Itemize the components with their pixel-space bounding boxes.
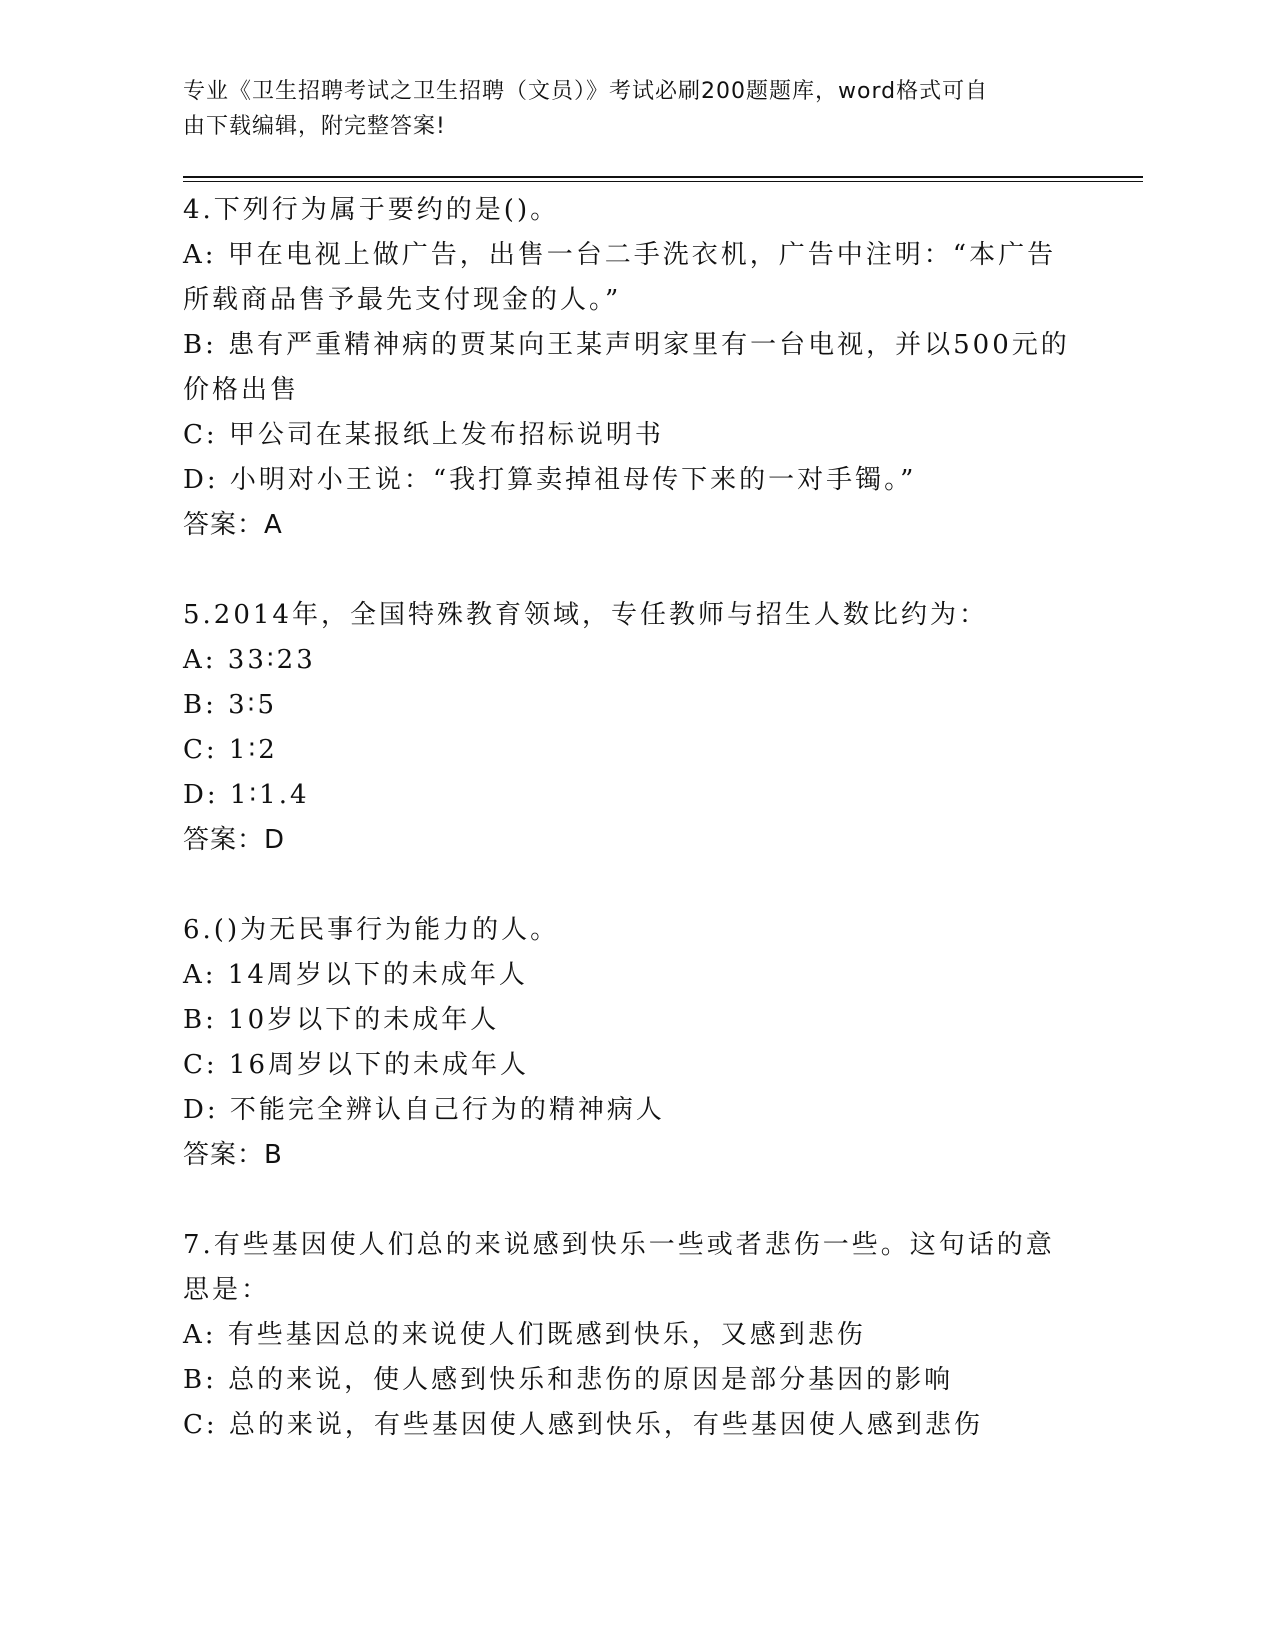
answer-option: B: 3∶5	[183, 690, 277, 720]
answer-option: A: 33∶23	[183, 645, 316, 675]
header-divider-thick	[183, 176, 1143, 178]
answer-key: 答案：D	[183, 825, 286, 855]
answer-option: D: 1∶1.4	[183, 780, 310, 810]
question-stem: 思是：	[183, 1275, 271, 1305]
answer-option: C: 1∶2	[183, 735, 278, 765]
answer-option: 价格出售	[183, 375, 300, 405]
document-header	[183, 74, 1063, 144]
question-block	[183, 188, 1083, 548]
answer-option: C: 甲公司在某报纸上发布招标说明书	[183, 420, 664, 450]
question-stem: 6.()为无民事行为能力的人。	[183, 915, 560, 945]
header-title-line-1: 专业《卫生招聘考试之卫生招聘（文员）》考试必刷200题题库，word格式可自	[183, 79, 989, 104]
header-title-line-2: 由下载编辑，附完整答案!	[183, 114, 446, 139]
question-block	[183, 593, 1083, 863]
answer-option: A: 甲在电视上做广告，出售一台二手洗衣机，广告中注明：“本广告	[183, 240, 1057, 270]
question-list	[183, 188, 1083, 1493]
question-stem: 4.下列行为属于要约的是()。	[183, 195, 560, 225]
answer-option: C: 总的来说，有些基因使人感到快乐，有些基因使人感到悲伤	[183, 1410, 983, 1440]
answer-option: D: 不能完全辨认自己行为的精神病人	[183, 1095, 665, 1125]
header-divider-thin	[183, 181, 1143, 182]
answer-option: 所载商品售予最先支付现金的人。”	[183, 285, 622, 315]
question-block	[183, 908, 1083, 1178]
question-stem: 5.2014年，全国特殊教育领域，专任教师与招生人数比约为：	[183, 600, 988, 630]
answer-option: B: 总的来说，使人感到快乐和悲伤的原因是部分基因的影响	[183, 1365, 954, 1395]
answer-option: A: 有些基因总的来说使人们既感到快乐，又感到悲伤	[183, 1320, 866, 1350]
answer-option: B: 10岁以下的未成年人	[183, 1005, 500, 1035]
answer-option: A: 14周岁以下的未成年人	[183, 960, 528, 990]
question-stem: 7.有些基因使人们总的来说感到快乐一些或者悲伤一些。这句话的意	[183, 1230, 1055, 1260]
answer-key: 答案：A	[183, 510, 283, 540]
answer-option: D: 小明对小王说：“我打算卖掉祖母传下来的一对手镯。”	[183, 465, 917, 495]
question-block	[183, 1223, 1083, 1448]
answer-key: 答案：B	[183, 1140, 283, 1170]
answer-option: C: 16周岁以下的未成年人	[183, 1050, 530, 1080]
answer-option: B: 患有严重精神病的贾某向王某声明家里有一台电视，并以500元的	[183, 330, 1070, 360]
